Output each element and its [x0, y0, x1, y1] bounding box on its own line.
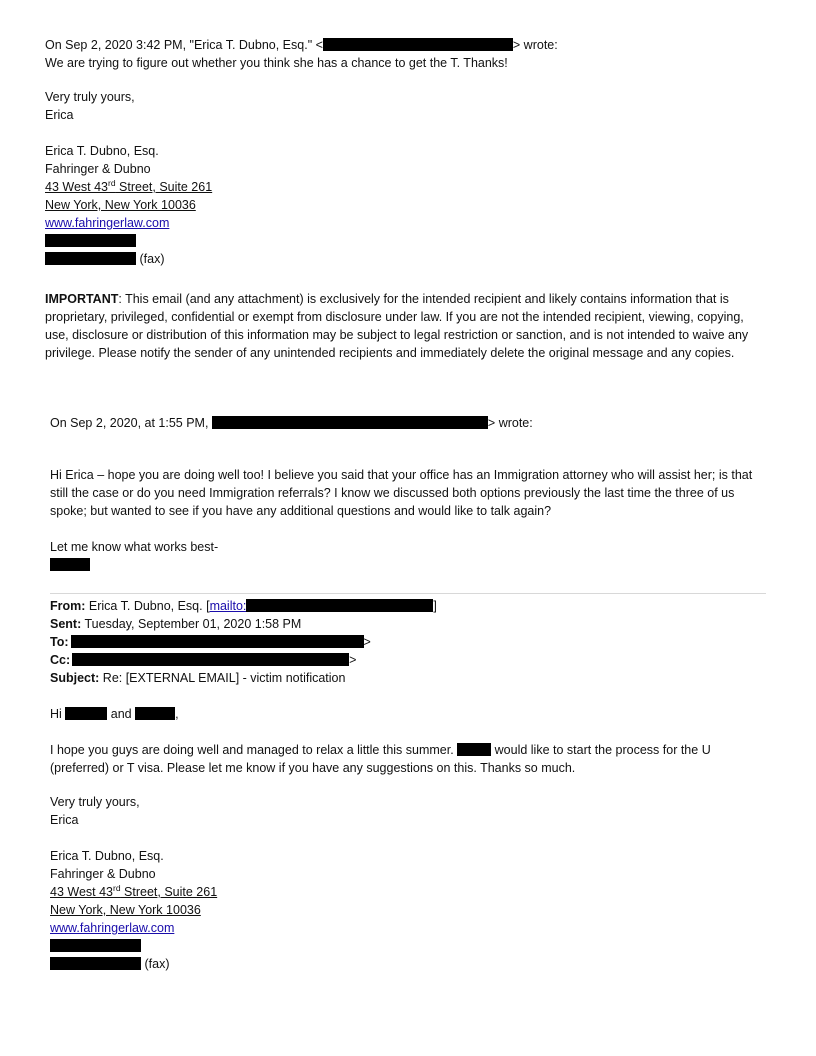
signature-city: New York, New York 10036 [45, 198, 196, 212]
cc-close: > [349, 653, 357, 667]
closing-text: Let me know what works best- [50, 540, 219, 554]
original-headers [50, 597, 770, 687]
redaction [72, 653, 349, 666]
redaction [457, 743, 491, 756]
sent-value: Tuesday, September 01, 2020 1:58 PM [81, 617, 302, 631]
confidentiality-notice [45, 290, 770, 362]
signature-firm: Fahringer & Dubno [50, 867, 156, 881]
signature-fax-label: (fax) [144, 957, 170, 971]
divider [50, 593, 766, 594]
greeting-hi: Hi [50, 707, 66, 721]
redaction [50, 939, 141, 952]
redaction [135, 707, 175, 720]
from-value: Erica T. Dubno, Esq. [ [85, 599, 210, 613]
to-label: To: [50, 635, 69, 649]
redaction [71, 635, 364, 648]
sent-row [50, 615, 770, 633]
body-part2: would like to start the process for the U (preferred) or T visa. Please let me know if you have any suggestions on this. Thanks so much. [50, 743, 711, 775]
original-greeting [50, 705, 770, 723]
signature-address [50, 883, 770, 901]
address-part2: Street, Suite 261 [115, 180, 213, 194]
signature-name: Erica T. Dubno, Esq. [50, 849, 164, 863]
signature-fax-label: (fax) [139, 252, 165, 266]
signature-website-link[interactable]: www.fahringerlaw.com [50, 921, 175, 935]
redaction [45, 234, 136, 247]
redaction [323, 38, 513, 51]
original-closing [50, 793, 770, 829]
subject-value: Re: [EXTERNAL EMAIL] - victim notification [99, 671, 346, 685]
reply1-header-prefix: On Sep 2, 2020 3:42 PM, "Erica T. Dubno, Esq." < [45, 38, 323, 52]
signature-name: Erica T. Dubno, Esq. [45, 144, 159, 158]
closing-text: Very truly yours, [45, 90, 135, 104]
reply1-header-suffix: > wrote: [512, 38, 558, 52]
original-signature [50, 847, 770, 973]
redaction [50, 957, 141, 970]
cc-label: Cc: [50, 653, 71, 667]
subject-row [50, 669, 770, 687]
from-close: ] [433, 599, 437, 613]
address-sup: rd [113, 883, 121, 893]
reply2-header-prefix: On Sep 2, 2020, at 1:55 PM, [50, 416, 212, 430]
reply1-header [45, 36, 770, 72]
reply1-signature [45, 142, 770, 268]
redaction [246, 599, 433, 612]
signature-address [45, 178, 770, 196]
body-part1: I hope you guys are doing well and managed to relax a little this summer. [50, 743, 458, 757]
cc-row [50, 651, 770, 669]
reply1-closing [45, 88, 770, 124]
address-sup: rd [108, 178, 116, 188]
reply2-header-suffix: > wrote: [487, 416, 533, 430]
notice-label: IMPORTANT [45, 292, 119, 306]
notice-text: : This email (and any attachment) is exclusively for the intended recipient and likely contains information that is proprietary, privileged, confidential or exempt from disclosure under law. If you are not the intended recipient, viewing, copying, use, disclosure or distribution of this information may be subject to legal restriction or sanction, and is not intended to waive any privilege. Please notify the sender of any unintended recipients and immediately delete the original message and any copies. [45, 292, 749, 360]
from-row [50, 597, 770, 615]
reply1-body: We are trying to figure out whether you think she has a chance to get the T. Thanks! [45, 56, 508, 70]
to-close: > [363, 635, 371, 649]
address-part2: Street, Suite 261 [120, 885, 218, 899]
redaction [65, 707, 107, 720]
redaction [212, 416, 488, 429]
to-row [50, 633, 770, 651]
reply2-closing [50, 538, 770, 574]
original-body [50, 741, 770, 777]
address-part1: 43 West 43 [45, 180, 109, 194]
redaction [45, 252, 136, 265]
closing-text: Very truly yours, [50, 795, 140, 809]
reply2-header [50, 414, 770, 432]
reply2-body: Hi Erica – hope you are doing well too! I believe you said that your office has an Immigration attorney who will assist her; is that still the case or do you need Immigration referrals? I know we discussed both options previously the last time the three of us spoke; but wanted to see if you have any additional questions and would like to talk again? [50, 468, 753, 518]
sent-label: Sent: [50, 617, 82, 631]
subject-label: Subject: [50, 671, 100, 685]
greeting-end: , [175, 707, 179, 721]
address-part1: 43 West 43 [50, 885, 114, 899]
redaction [50, 558, 90, 571]
closing-name: Erica [45, 108, 74, 122]
signature-website-link[interactable]: www.fahringerlaw.com [45, 216, 170, 230]
from-label: From: [50, 599, 86, 613]
signature-firm: Fahringer & Dubno [45, 162, 151, 176]
closing-name: Erica [50, 813, 79, 827]
reply1-header-line [45, 36, 770, 54]
signature-city: New York, New York 10036 [50, 903, 201, 917]
mailto-link[interactable]: mailto: [209, 599, 247, 613]
greeting-and: and [107, 707, 136, 721]
